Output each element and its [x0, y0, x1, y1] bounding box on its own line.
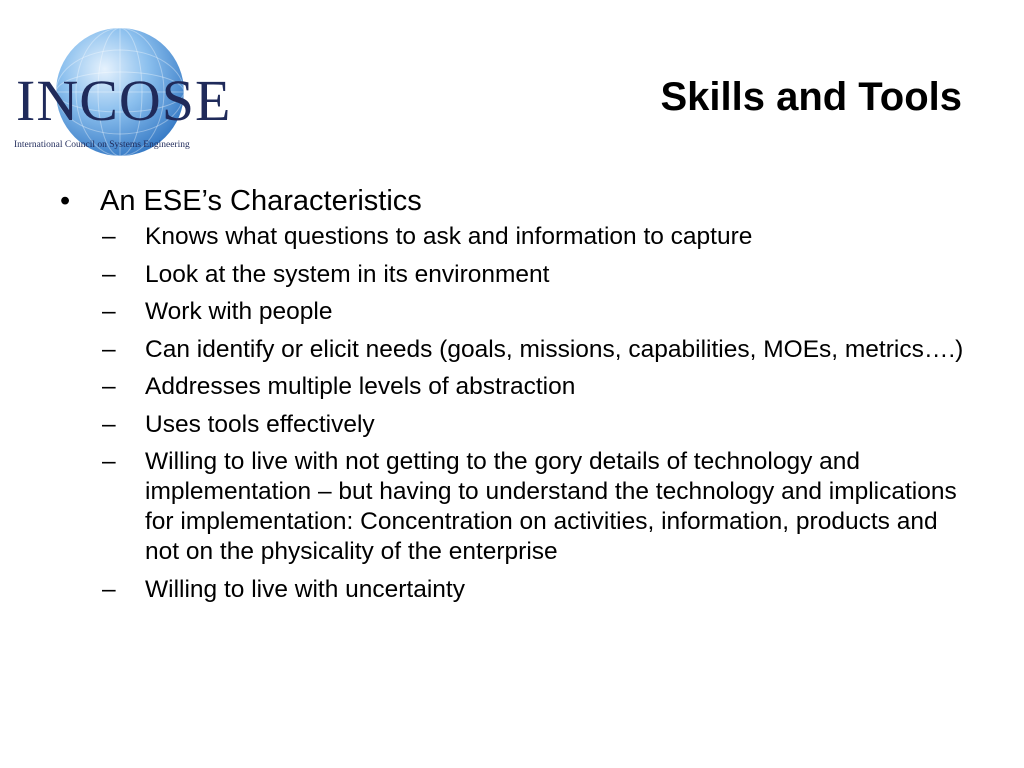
- sub-bullet-text: Can identify or elicit needs (goals, missions, capabilities, MOEs, metrics….): [145, 335, 964, 363]
- sub-bullet-item: [100, 447, 976, 567]
- dash-marker: –: [102, 298, 116, 325]
- dash-marker: –: [102, 335, 116, 363]
- incose-logo: [8, 26, 232, 158]
- logo-tagline: International Council on Systems Engineering: [14, 140, 190, 150]
- sub-bullet-item: [100, 335, 976, 365]
- sub-bullet-text: Work with people: [145, 298, 333, 325]
- sub-bullet-item: [100, 410, 976, 440]
- bullet-item: [56, 182, 976, 605]
- sub-bullet-text: Knows what questions to ask and information to capture: [145, 223, 753, 250]
- dash-marker: –: [102, 373, 116, 400]
- sub-bullet-list: [100, 222, 976, 605]
- sub-bullet-text: Addresses multiple levels of abstraction: [145, 373, 576, 400]
- sub-bullet-text: Willing to live with uncertainty: [145, 575, 465, 603]
- bullet-list: [56, 182, 976, 612]
- dash-marker: –: [102, 223, 116, 250]
- sub-bullet-item: [100, 297, 976, 327]
- sub-bullet-text: Willing to live with not getting to the gory details of technology and implementation – but having to understand the technology and implications for implementation: Concentration on activities, information, products and not on the physicality of the enterprise: [145, 448, 957, 565]
- sub-bullet-text: Uses tools effectively: [145, 410, 375, 438]
- dash-marker: –: [102, 575, 116, 603]
- logo-wordmark: INCOSE: [16, 68, 232, 133]
- dash-marker: –: [102, 260, 116, 288]
- bullet-text: An ESE’s Characteristics: [100, 185, 422, 217]
- dash-marker: –: [102, 410, 116, 438]
- sub-bullet-item: [100, 222, 976, 252]
- sub-bullet-text: Look at the system in its environment: [145, 260, 550, 288]
- sub-bullet-item: [100, 575, 976, 605]
- slide-title: Skills and Tools: [660, 75, 962, 119]
- sub-bullet-item: [100, 260, 976, 290]
- sub-bullet-item: [100, 372, 976, 402]
- dash-marker: –: [102, 448, 116, 475]
- bullet-marker: •: [60, 185, 71, 217]
